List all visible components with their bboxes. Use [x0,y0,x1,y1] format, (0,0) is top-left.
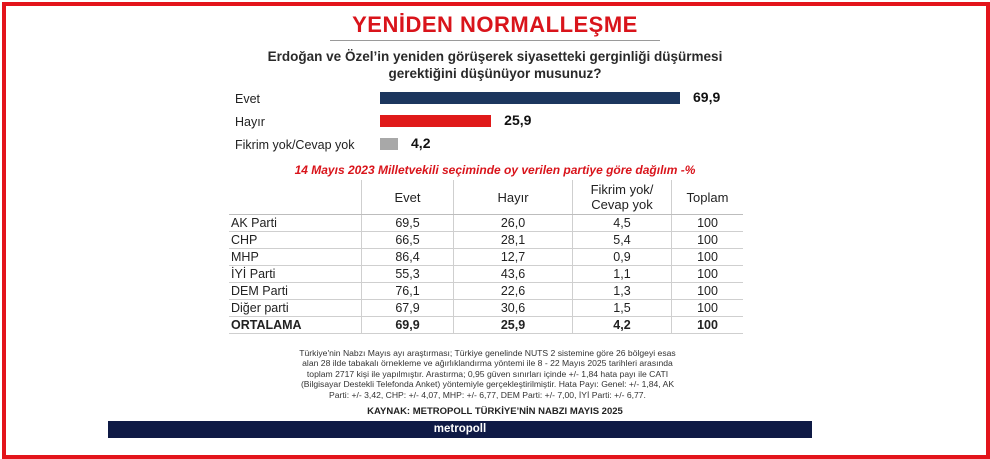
party-name-cell: İYİ Parti [229,266,362,283]
question-line-2: gerektiğini düşünüyor musunuz? [388,66,602,81]
table-cell: 22,6 [454,283,573,300]
table-cell: 1,1 [573,266,672,283]
party-name-cell: MHP [229,249,362,266]
bar-fikrim-yok [380,138,398,150]
table-cell: 100 [672,266,744,283]
table-cell: 5,4 [573,232,672,249]
table-cell: 69,9 [362,317,454,334]
header-party [229,180,362,215]
value-label-evet: 69,9 [693,89,721,105]
note-line: alan 28 ilde tabakalı örnekleme ve ağırlıklandırma yöntemi ile 8 - 22 Mayıs 2025 tarihleri arasında [302,358,673,369]
table-row-average [229,317,743,334]
header-evet: Evet [362,180,454,215]
category-label-fikrim-yok: Fikrim yok/Cevap yok [235,138,355,152]
table-cell: 69,5 [362,215,454,232]
table-cell: 30,6 [454,300,573,317]
party-breakdown-table [229,180,743,334]
table-cell: 25,9 [454,317,573,334]
table-row [229,249,743,266]
table-cell: 76,1 [362,283,454,300]
note-line: Parti: +/- 3,42, CHP: +/- 4,07, MHP: +/- 6,77, DEM Parti: +/- 7,00, İYİ Parti: +/- 6,77. [329,389,646,400]
table-cell: 67,9 [362,300,454,317]
table-row [229,232,743,249]
header-fikrim-yok: Fikrim yok/ Cevap yok [573,180,672,215]
header-hayir: Hayır [454,180,573,215]
table-row [229,215,743,232]
table-cell: 66,5 [362,232,454,249]
table-cell: 100 [672,249,744,266]
party-name-cell: Diğer parti [229,300,362,317]
table-cell: 100 [672,215,744,232]
table-cell: 0,9 [573,249,672,266]
table-cell: 43,6 [454,266,573,283]
survey-question [250,48,740,82]
value-label-fikrim-yok: 4,2 [411,135,431,151]
table-cell: 55,3 [362,266,454,283]
party-name-cell: AK Parti [229,215,362,232]
bar-hayir [380,115,491,127]
table-cell: 1,3 [573,283,672,300]
chart-title: YENİDEN NORMALLEŞME [352,12,638,37]
note-line: Türkiye'nin Nabzı Mayıs ayı araştırması; Türkiye genelinde NUTS 2 sistemine göre 26 bölgeyi esas [299,348,676,358]
category-label-hayir: Hayır [235,115,265,129]
title-divider [330,40,660,41]
category-label-evet: Evet [235,92,261,106]
table-row [229,283,743,300]
party-name-cell: ORTALAMA [229,317,362,334]
table-cell: 100 [672,283,744,300]
table-cell: 28,1 [454,232,573,249]
brand-bar [108,421,812,438]
party-name-cell: CHP [229,232,362,249]
note-line: toplam 2717 kişi ile yapılmıştır. Arastırma; 0,95 güven sınırları içinde +/- 1,84 hata payı ile CATI [306,368,669,379]
note-line: (Bilgisayar Destekli Telefonda Anket) yöntemiyle gerçekleştirilmiştir. Hata Payı: Genel: +/- 1,84, AK [300,379,675,390]
table-cell: 4,5 [573,215,672,232]
table-row [229,300,743,317]
party-name-cell: DEM Parti [229,283,362,300]
table-cell: 100 [672,300,744,317]
brand-logo-text: metropoll [433,423,487,435]
table-cell: 86,4 [362,249,454,266]
source-line: KAYNAK: METROPOLL TÜRKİYE’NİN NABZI MAYIS 2025 [367,406,623,417]
methodology-notes [225,348,750,400]
table-cell: 100 [672,317,744,334]
table-cell: 1,5 [573,300,672,317]
table-cell: 12,7 [454,249,573,266]
header-toplam: Toplam [672,180,744,215]
question-line-1: Erdoğan ve Özel’in yeniden görüşerek siyasetteki gerginliği düşürmesi [267,49,723,64]
table-row [229,266,743,283]
table-cell: 4,2 [573,317,672,334]
table-cell: 100 [672,232,744,249]
table-cell: 26,0 [454,215,573,232]
table-header-row [229,180,743,215]
table-subtitle: 14 Mayıs 2023 Milletvekili seçiminde oy verilen partiye göre dağılım -% [294,163,696,177]
value-label-hayir: 25,9 [504,112,532,128]
bar-evet [380,92,680,104]
